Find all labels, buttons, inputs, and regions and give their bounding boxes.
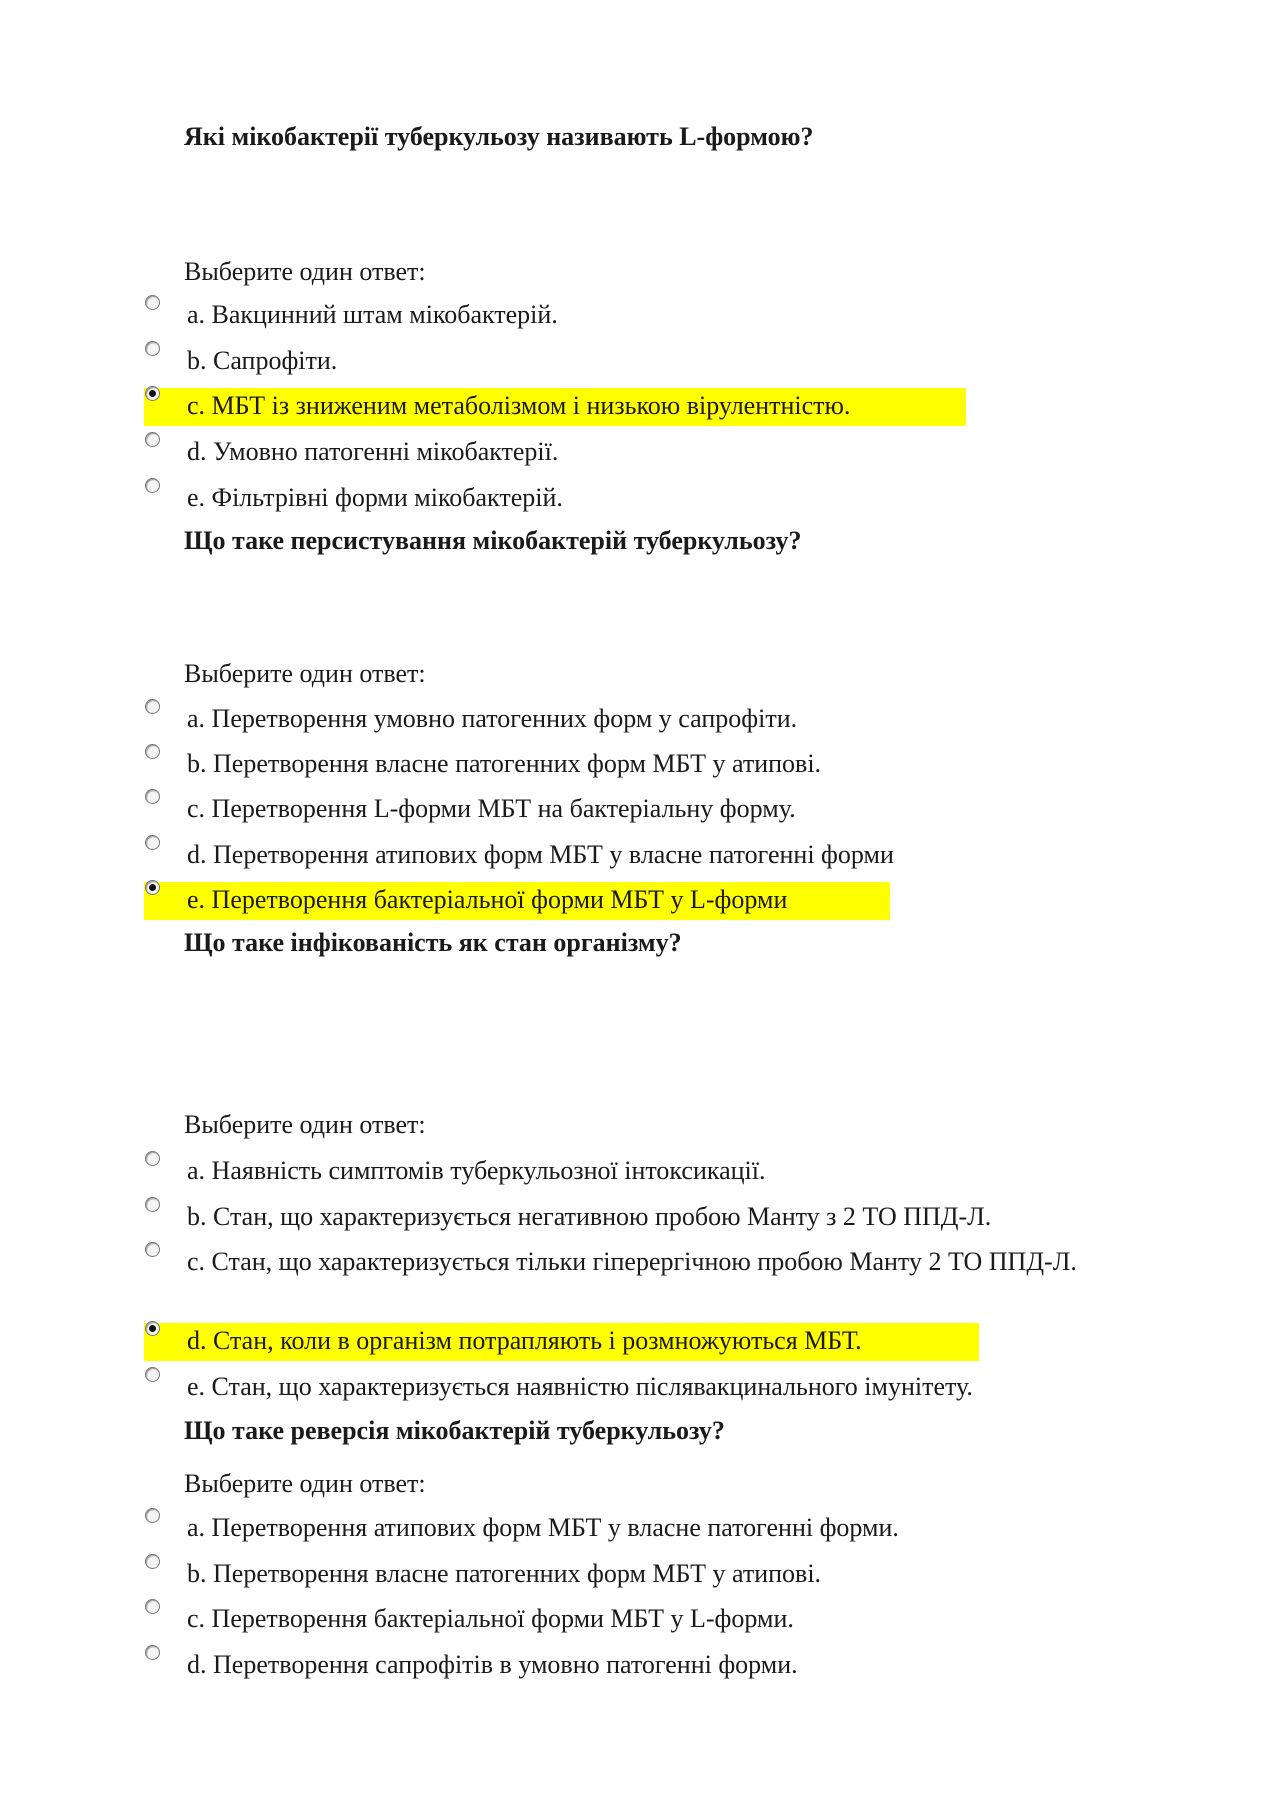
radio-unchecked-icon[interactable]	[145, 1554, 160, 1569]
answer-prompt: Выберите один ответ:	[184, 257, 426, 286]
answer-text	[187, 1649, 798, 1681]
answer-text	[187, 1603, 794, 1635]
answer-label: Перетворення власне патогенних форм МБТ у атипові.	[213, 749, 822, 778]
radio-unchecked-icon[interactable]	[145, 789, 160, 804]
answer-letter: b.	[187, 1559, 207, 1588]
radio-checked-icon[interactable]	[145, 386, 160, 401]
radio-unchecked-icon[interactable]	[145, 699, 160, 714]
answer-label: Перетворення бактеріальної форми МБТ у L-форми	[211, 885, 788, 914]
answer-text	[187, 390, 850, 422]
answer-text	[187, 299, 558, 331]
answer-letter: e.	[187, 483, 206, 512]
answer-letter: a.	[187, 300, 206, 329]
radio-unchecked-icon[interactable]	[145, 1599, 160, 1614]
answer-text	[187, 793, 796, 825]
radio-unchecked-icon[interactable]	[145, 341, 160, 356]
answer-text	[187, 345, 337, 377]
answer-text	[187, 1325, 862, 1357]
answer-label: Перетворення атипових форм МБТ у власне патогенні форми	[213, 840, 894, 869]
question-title: Що таке інфікованість як стан організму?	[184, 928, 682, 957]
answer-letter: a.	[187, 1156, 206, 1185]
answer-letter: e.	[187, 885, 206, 914]
answer-label: Перетворення власне патогенних форм МБТ у атипові.	[213, 1559, 822, 1588]
answer-text	[187, 1512, 899, 1544]
answer-prompt: Выберите один ответ:	[184, 1110, 426, 1139]
answer-letter: c.	[187, 794, 206, 823]
radio-unchecked-icon[interactable]	[145, 1645, 160, 1660]
answer-text	[187, 1201, 991, 1233]
answer-label: Перетворення умовно патогенних форм у сапрофіти.	[211, 704, 798, 733]
answer-label: Наявність симптомів туберкульозної інтоксикації.	[211, 1156, 766, 1185]
answer-text	[187, 436, 558, 468]
answer-label: Умовно патогенні мікобактерії.	[213, 437, 559, 466]
answer-label: Стан, коли в організм потрапляють і розмножуються МБТ.	[213, 1326, 862, 1355]
answer-letter: c.	[187, 1247, 206, 1276]
answer-label: Стан, що характеризується тільки гіперергічною пробою Манту 2 ТО ППД-Л.	[211, 1247, 1077, 1276]
answer-label: МБТ із зниженим метаболізмом і низькою вірулентністю.	[211, 391, 851, 420]
radio-checked-icon[interactable]	[145, 1321, 160, 1336]
radio-unchecked-icon[interactable]	[145, 1197, 160, 1212]
answer-letter: b.	[187, 749, 207, 778]
answer-text	[187, 1558, 821, 1590]
answer-text	[187, 884, 787, 916]
answer-label: Перетворення бактеріальної форми МБТ у L-форми.	[211, 1604, 794, 1633]
answer-letter: c.	[187, 1604, 206, 1633]
radio-unchecked-icon[interactable]	[145, 1242, 160, 1257]
answer-label: Вакцинний штам мікобактерій.	[211, 300, 558, 329]
answer-label: Сапрофіти.	[213, 346, 338, 375]
answer-letter: c.	[187, 391, 206, 420]
radio-unchecked-icon[interactable]	[145, 432, 160, 447]
answer-letter: a.	[187, 1513, 206, 1542]
answer-label: Стан, що характеризується негативною пробою Манту з 2 ТО ППД-Л.	[213, 1202, 992, 1231]
answer-letter: b.	[187, 1202, 207, 1231]
radio-unchecked-icon[interactable]	[145, 295, 160, 310]
answer-text	[187, 1155, 766, 1187]
answer-label: Перетворення L-форми МБТ на бактеріальну форму.	[211, 794, 796, 823]
answer-letter: d.	[187, 1650, 207, 1679]
answer-label: Фільтрівні форми мікобактерій.	[211, 483, 563, 512]
answer-letter: b.	[187, 346, 207, 375]
radio-unchecked-icon[interactable]	[145, 744, 160, 759]
answer-letter: d.	[187, 1326, 207, 1355]
answer-letter: a.	[187, 704, 206, 733]
answer-prompt: Выберите один ответ:	[184, 659, 426, 688]
answer-label: Перетворення сапрофітів в умовно патогенні форми.	[213, 1650, 798, 1679]
answer-letter: d.	[187, 437, 207, 466]
radio-unchecked-icon[interactable]	[145, 1367, 160, 1382]
answer-label: Перетворення атипових форм МБТ у власне патогенні форми.	[211, 1513, 899, 1542]
radio-checked-icon[interactable]	[145, 880, 160, 895]
radio-unchecked-icon[interactable]	[145, 1508, 160, 1523]
answer-letter: e.	[187, 1372, 206, 1401]
answer-text	[187, 839, 894, 871]
answer-prompt: Выберите один ответ:	[184, 1469, 426, 1498]
question-title: Що таке реверсія мікобактерій туберкульозу?	[184, 1416, 725, 1445]
answer-text	[187, 1371, 973, 1403]
radio-unchecked-icon[interactable]	[145, 835, 160, 850]
answer-letter: d.	[187, 840, 207, 869]
radio-unchecked-icon[interactable]	[145, 1151, 160, 1166]
answer-text	[187, 482, 563, 514]
answer-text	[187, 748, 821, 780]
question-title: Які мікобактерії туберкульозу називають L-формою?	[184, 122, 814, 151]
answer-text	[184, 1246, 1129, 1278]
radio-unchecked-icon[interactable]	[145, 478, 160, 493]
question-title: Що таке персистування мікобактерій туберкульозу?	[184, 526, 802, 555]
answer-label: Стан, що характеризується наявністю післявакцинального імунітету.	[211, 1372, 973, 1401]
answer-text	[187, 703, 797, 735]
